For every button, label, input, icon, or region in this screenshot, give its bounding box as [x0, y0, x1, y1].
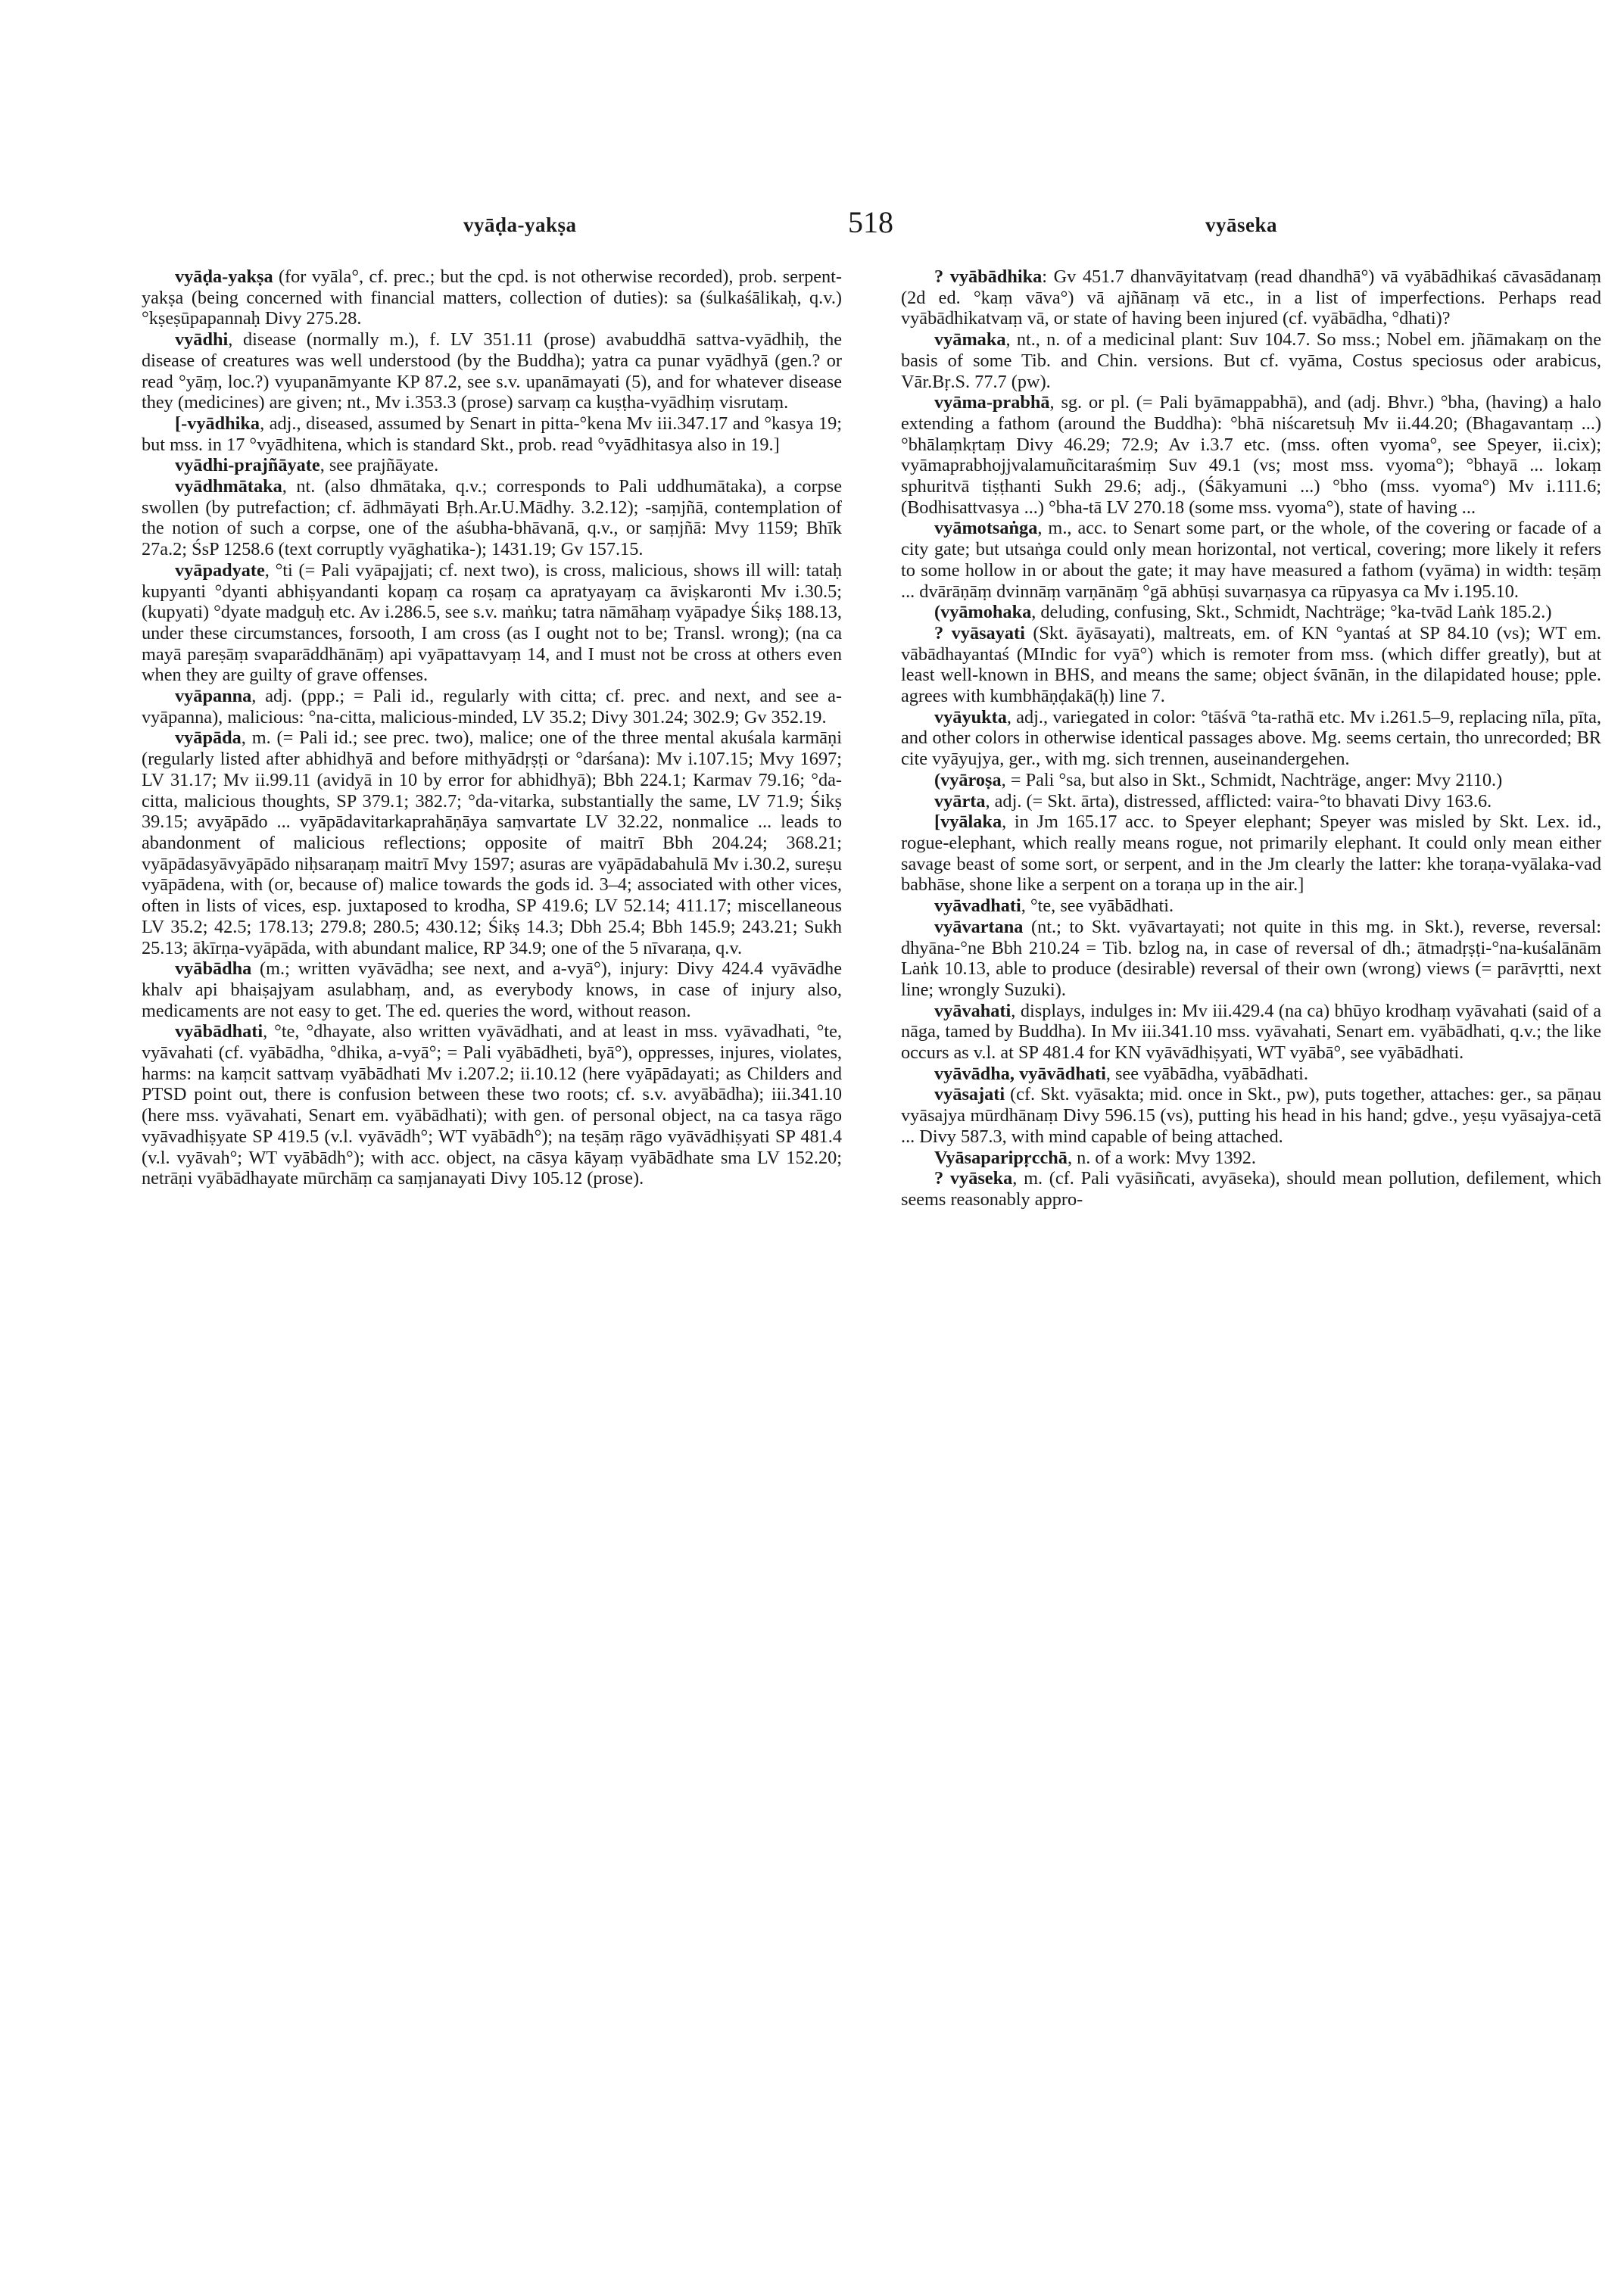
entry-text: (for vyāla°, cf. prec.; but the cpd. is not otherwise recorded), prob. serpent-yakṣa (being concerned with financial matters, collection of duties): sa (śulkaśālikaḥ, q.v.) °kṣeṣūpapannaḥ Divy 275.28.	[142, 266, 842, 329]
entry-vyavadhati	[901, 896, 1601, 917]
entry-text: , nt., n. of a medicinal plant: Suv 104.7. So mss.; Nobel em. jñāmakaṃ on the basis of some Tib. and Chin. versions. But cf. vyāma, Costus speciosus oder arabicus, Vār.Bṛ.S. 77.7 (pw).	[901, 329, 1601, 392]
entry-vyapanna	[142, 686, 842, 727]
entry-text: , adj., variegated in color: °tāśvā °ta-rathā etc. Mv i.261.5–9, replacing nīla, pīta, and other colors in otherwise identical passages above. Mg. seems certain, tho unrecorded; BR cite vyāyujya, ger., with mg. sich trennen, auseinandergehen.	[901, 706, 1601, 770]
headword: vyāvahati	[934, 1000, 1011, 1021]
headword: vyādhmātaka	[175, 476, 282, 497]
entry-text: , see vyābādha, vyābādhati.	[1105, 1063, 1308, 1084]
headword: vyāyukta	[934, 706, 1007, 727]
entry-vyavartana	[901, 917, 1601, 1001]
headword: vyāvadhati	[934, 896, 1021, 917]
headword: ? vyāseka	[934, 1168, 1013, 1189]
entry-text: , nt. (also dhmātaka, q.v.; corresponds to Pali uddhumātaka), a corpse swollen (by putrefaction; cf. ādhmāyati Bṛh.Ar.U.Mādhy. 3.2.12); -saṃjñā, contemplation of the notion of such a corpse, one of the aśubha-bhāvanā, q.v., or saṃjñā: Mvy 1159; Bhīk 27a.2; ŚsP 1258.6 (text corruptly vyāghatika-); 1431.19; Gv 157.15.	[142, 476, 842, 560]
entry-text: , in Jm 165.17 acc. to Speyer elephant; Speyer was misled by Skt. Lex. id., rogue-elephant, which really means rogue, not primarily elephant. It could only mean either savage beast of some sort, or serpent, and in the Jm clearly the latter: khe toraṇa-vyālaka-vad babhāse, shone like a serpent on a toraṇa up in the air.]	[901, 812, 1601, 896]
entry-vyapada	[142, 727, 842, 958]
entry-vyavadha	[901, 1064, 1601, 1085]
entry-vyasaparipracha	[901, 1148, 1601, 1169]
entry-text: , °ti (= Pali vyāpajjati; cf. next two), is cross, malicious, shows ill will: tataḥ kupyanti °dyanti abhiṣyandanti kopaṃ ca roṣaṃ ca apratyayaṃ ca āviṣkaronti Mv i.30.5; (kupyati) °dyate madguḥ etc. Av i.286.5, see s.v. maṅku; tatra nāmāhaṃ vyāpadye Śikṣ 188.13, under these circumstances, forsooth, I am cross (as I ought not to be; Transl. wrong); (na ca mayā pareṣāṃ svaparāddhānāṃ) api vyāpattavyaṃ 14, and I must not be cross at others even when they are guilty of grave offenses.	[142, 559, 842, 686]
entry-text: , n. of a work: Mvy 1392.	[1067, 1147, 1256, 1168]
headword: vyāḍa-yakṣa	[175, 266, 273, 287]
entry-vyadhika	[142, 413, 842, 455]
headword: vyābādhati	[175, 1021, 263, 1042]
entry-vyamotsanga	[901, 518, 1601, 602]
entry-vyapadyate	[142, 560, 842, 686]
entry-vyamohaka	[901, 602, 1601, 623]
entry-vyasajati	[901, 1084, 1601, 1147]
entry-text: (cf. Skt. vyāsakta; mid. once in Skt., pw), puts together, attaches: ger., sa pāṇau vyāsajya mūrdhānaṃ Divy 596.15 (vs), putting his head in his hand; gdve., yeṣu vyāsajya-cetā ... Divy 587.3, with mind capable of being attached.	[901, 1084, 1601, 1147]
entry-text: , adj., diseased, assumed by Senart in pitta-°kena Mv iii.347.17 and °kasya 19; but mss. in 17 °vyādhitena, which is standard Skt., prob. read °vyādhitasya also in 19.]	[142, 413, 842, 455]
headword: vyābādha	[175, 958, 252, 980]
headword: vyāpadyate	[175, 559, 265, 581]
entry-vyayukta	[901, 707, 1601, 770]
headword: vyādhi-prajñāyate	[175, 455, 320, 476]
headword: vyāmotsaṅga	[934, 518, 1038, 539]
headword: vyāpanna	[175, 686, 252, 707]
headword: vyāpāda	[175, 727, 242, 749]
entry-vyarosa	[901, 770, 1601, 791]
entry-vyadhi	[142, 329, 842, 413]
running-header	[0, 205, 1624, 259]
right-guideword: vyāseka	[1205, 213, 1278, 236]
headword: vyāmaka	[934, 329, 1006, 350]
entry-text: , = Pali °sa, but also in Skt., Schmidt, Nachträge, anger: Mvy 2110.)	[1001, 769, 1503, 790]
right-column	[901, 266, 1601, 1210]
entry-text: , deluding, confusing, Skt., Schmidt, Nachträge; °ka-tvād Laṅk 185.2.)	[1031, 602, 1552, 623]
headword: vyāma-prabhā	[934, 392, 1050, 413]
headword: vyārta	[934, 790, 986, 812]
entry-text: : Gv 451.7 dhanvāyitatvaṃ (read dhandhā°) vā vyābādhikaś cāvasādanaṃ (2d ed. °kaṃ vāva°) vā ajñānaṃ vā etc., in a list of imperfections. Perhaps read vyābādhikatvaṃ vā, or state of having been injured (cf. vyābādha, °dhati)?	[901, 266, 1601, 329]
entry-text: , adj. (ppp.; = Pali id., regularly with citta; cf. prec. and next, and see a-vyāpanna), malicious: °na-citta, malicious-minded, LV 35.2; Divy 301.24; 302.9; Gv 352.19.	[142, 686, 842, 727]
entry-vyavahati	[901, 1001, 1601, 1064]
page-number: 518	[848, 205, 893, 239]
left-column	[142, 266, 842, 1189]
entry-text: (Skt. āyāsayati), maltreats, em. of KN °yantaś at SP 84.10 (vs); WT em. vābādhayantaś (MIndic for vyā°) which is remoter from mss. (which differ greatly), but at least well-known in BHS, and means the same; object śvānān, in the dilapidated house; pple. agrees with kumbhāṇḍakā(ḥ) line 7.	[901, 622, 1601, 707]
entry-text: , displays, indulges in: Mv iii.429.4 (na ca) bhūyo krodhaṃ vyāvahati (said of a nāga, tamed by Buddha). In Mv iii.341.10 mss. vyāvahati, Senart em. vyābādhati, q.v.; the like occurs as v.l. at SP 481.4 for KN vyāvādhiṣyati, WT vyābā°, see vyābādhati.	[901, 1000, 1601, 1064]
entry-text: , sg. or pl. (= Pali byāmappabhā), and (adj. Bhvr.) °bha, (having) a halo extending a fathom (around the Buddha): °bhā niścaretsuḥ Mv ii.44.20; (Bhagavantaṃ ...) °bhālaṃkṛtaṃ Divy 46.29; 72.9; Av i.3.7 etc. (mss. often vyoma°, see Speyer, ii.cix); vyāmaprabhojjvalamuñcitaraśmiṃ Suv 49.1 (vs; most mss. vyoma°); °bhayā ... lokaṃ sphuritvā tiṣṭhanti Sukh 29.6; adj., (Śākyamuni ...) °bho (mss. vyoma°) Mv i.111.6; (Bodhisattvasya ...) °bha-tā LV 270.18 (some mss. vyoma°), state of having ...	[901, 392, 1601, 518]
headword: (vyāmohaka	[934, 602, 1032, 623]
headword: ? vyāsayati	[934, 622, 1025, 643]
entry-text: , °te, see vyābādhati.	[1021, 896, 1174, 917]
entry-text: , adj. (= Skt. ārta), distressed, afflicted: vaira-°to bhavati Divy 163.6.	[985, 790, 1492, 812]
entry-text: (m.; written vyāvādha; see next, and a-vyā°), injury: Divy 424.4 vyāvādhe khalv api bhaiṣajyam asulabhaṃ, and, as everybody knows, in case of injury also, medicaments are not easy to get. The ed. queries the word, without reason.	[142, 958, 842, 1021]
entry-vyamaka	[901, 329, 1601, 392]
entry-vyasayati	[901, 623, 1601, 707]
headword: (vyāroṣa	[934, 769, 1002, 790]
entry-text: , disease (normally m.), f. LV 351.11 (prose) avabuddhā sattva-vyādhiḥ, the disease of creatures was well understood (by the Buddha); yatra ca punar vyādhyā (gen.? or read °yāṃ, loc.?) vyupanāmyante KP 87.2, see s.v. upanāmayati (5), and for whatever disease they (medicines) are given; nt., Mv i.353.3 (prose) sarvaṃ ca kuṣṭha-vyādhiṃ visrutaṃ.	[142, 329, 842, 413]
entry-vyarta	[901, 791, 1601, 812]
entry-vyadhi-prajnayate	[142, 455, 842, 476]
headword: vyāsajati	[934, 1084, 1005, 1105]
headword: [vyālaka	[934, 812, 1002, 833]
entry-vyalaka	[901, 812, 1601, 896]
headword: ? vyābādhika	[934, 266, 1043, 287]
entry-text: , m. (= Pali id.; see prec. two), malice; one of the three mental akuśala karmāṇi (regularly listed after abhidhyā and before mithyādṛṣṭi or °darśana): Mv i.107.15; Mvy 1697; LV 31.17; Mv ii.99.11 (avidyā in 10 by error for abhidhyā); Bbh 224.1; Karmav 79.16; °da-citta, malicious thoughts, SP 379.1; 382.7; °da-vitarka, substantially the same, LV 71.9; Śikṣ 39.15; avyāpādo ... vyāpādavitarkaprahāṇāya saṃvartate LV 32.22, nonmalice ... leads to abandonment of malicious reflections; opposite of maitrī Bbh 204.24; 368.21; vyāpādasyāvyāpādo niḥsaraṇaṃ maitrī Mvy 1597; asuras are vyāpādabahulā Mv i.30.2, sureṣu vyāpādena, with (or, because of) malice towards the gods id. 3–4; associated with other vices, often in lists of vices, esp. juxtaposed to krodha, SP 419.6; LV 52.14; 411.17; miscellaneous LV 35.2; 42.5; 178.13; 279.8; 280.5; 430.12; Śikṣ 14.3; Dbh 25.4; Bbh 145.9; 243.21; Sukh 25.13; ākīrṇa-vyāpāda, with abundant malice, RP 34.9; one of the 5 nīvaraṇa, q.v.	[142, 727, 842, 958]
headword: vyādhi	[175, 329, 229, 350]
entry-text: (nt.; to Skt. vyāvartayati; not quite in this mg. in Skt.), reverse, reversal: dhyāna-°ne Bbh 210.24 = Tib. bzlog na, in case of reversal of dh.; ātmadṛṣṭi-°na-kuśalānām Laṅk 10.13, able to produce (desirable) reversal of their own (wrong) views (= parāvṛtti, next line; wrongly Suzuki).	[901, 916, 1601, 1000]
entry-vyabadha	[142, 958, 842, 1021]
headword: [-vyādhika	[175, 413, 260, 434]
entry-vyama-prabha	[901, 392, 1601, 518]
headword: vyāvartana	[934, 916, 1024, 937]
entry-vyadhmataka	[142, 476, 842, 560]
headword: Vyāsaparipṛcchā	[934, 1147, 1068, 1168]
entry-vyabadhika	[901, 266, 1601, 329]
entry-text: , °te, °dhayate, also written vyāvādhati, and at least in mss. vyāvadhati, °te, vyāvahati (cf. vyābādha, °dhika, a-vyā°; = Pali vyābādheti, byā°), oppresses, injures, violates, harms: na kaṃcit sattvaṃ vyābādhati Mv i.207.2; ii.10.12 (here vyāpādayati; as Childers and PTSD point out, there is confusion between these two roots; cf. s.v. avyābādha); iii.341.10 (here mss. vyāvahati, Senart em. vyābādhati); with gen. of personal object, na ca tasya rāgo vyāvadhiṣyate SP 419.5 (v.l. vyāvādh°; WT vyābādh°); na teṣāṃ rāgo vyāvādhiṣyati SP 481.4 (v.l. vyāvah°; WT vyābādh°); with acc. object, na cāsya kāyaṃ vyābādhate sma LV 152.20; netrāṇi vyābādhayate mūrchāṃ ca saṃjanayati Divy 105.12 (prose).	[142, 1021, 842, 1189]
entry-vyabadhati	[142, 1021, 842, 1189]
left-guideword: vyāḍa-yakṣa	[463, 213, 577, 236]
entry-text: , m., acc. to Senart some part, or the whole, of the covering or facade of a city gate; but utsaṅga could only mean horizontal, not vertical, covering; more likely it refers to some hollow in or about the gate; it may have measured a fathom (vyāma) in width: teṣāṃ ... dvārāṇāṃ dvinnāṃ varṇānāṃ °gā abhūṣi suvarṇasya ca rūpyasya ca Mv i.195.10.	[901, 518, 1601, 602]
entry-vyaseka	[901, 1168, 1601, 1210]
headword: vyāvādha, vyāvādhati	[934, 1063, 1106, 1084]
entry-text: , see prajñāyate.	[320, 455, 439, 476]
entry-text: , m. (cf. Pali vyāsiñcati, avyāseka), should mean pollution, defilement, which seems reasonably appro-	[901, 1168, 1601, 1210]
entry-vyada-yaksa	[142, 266, 842, 329]
